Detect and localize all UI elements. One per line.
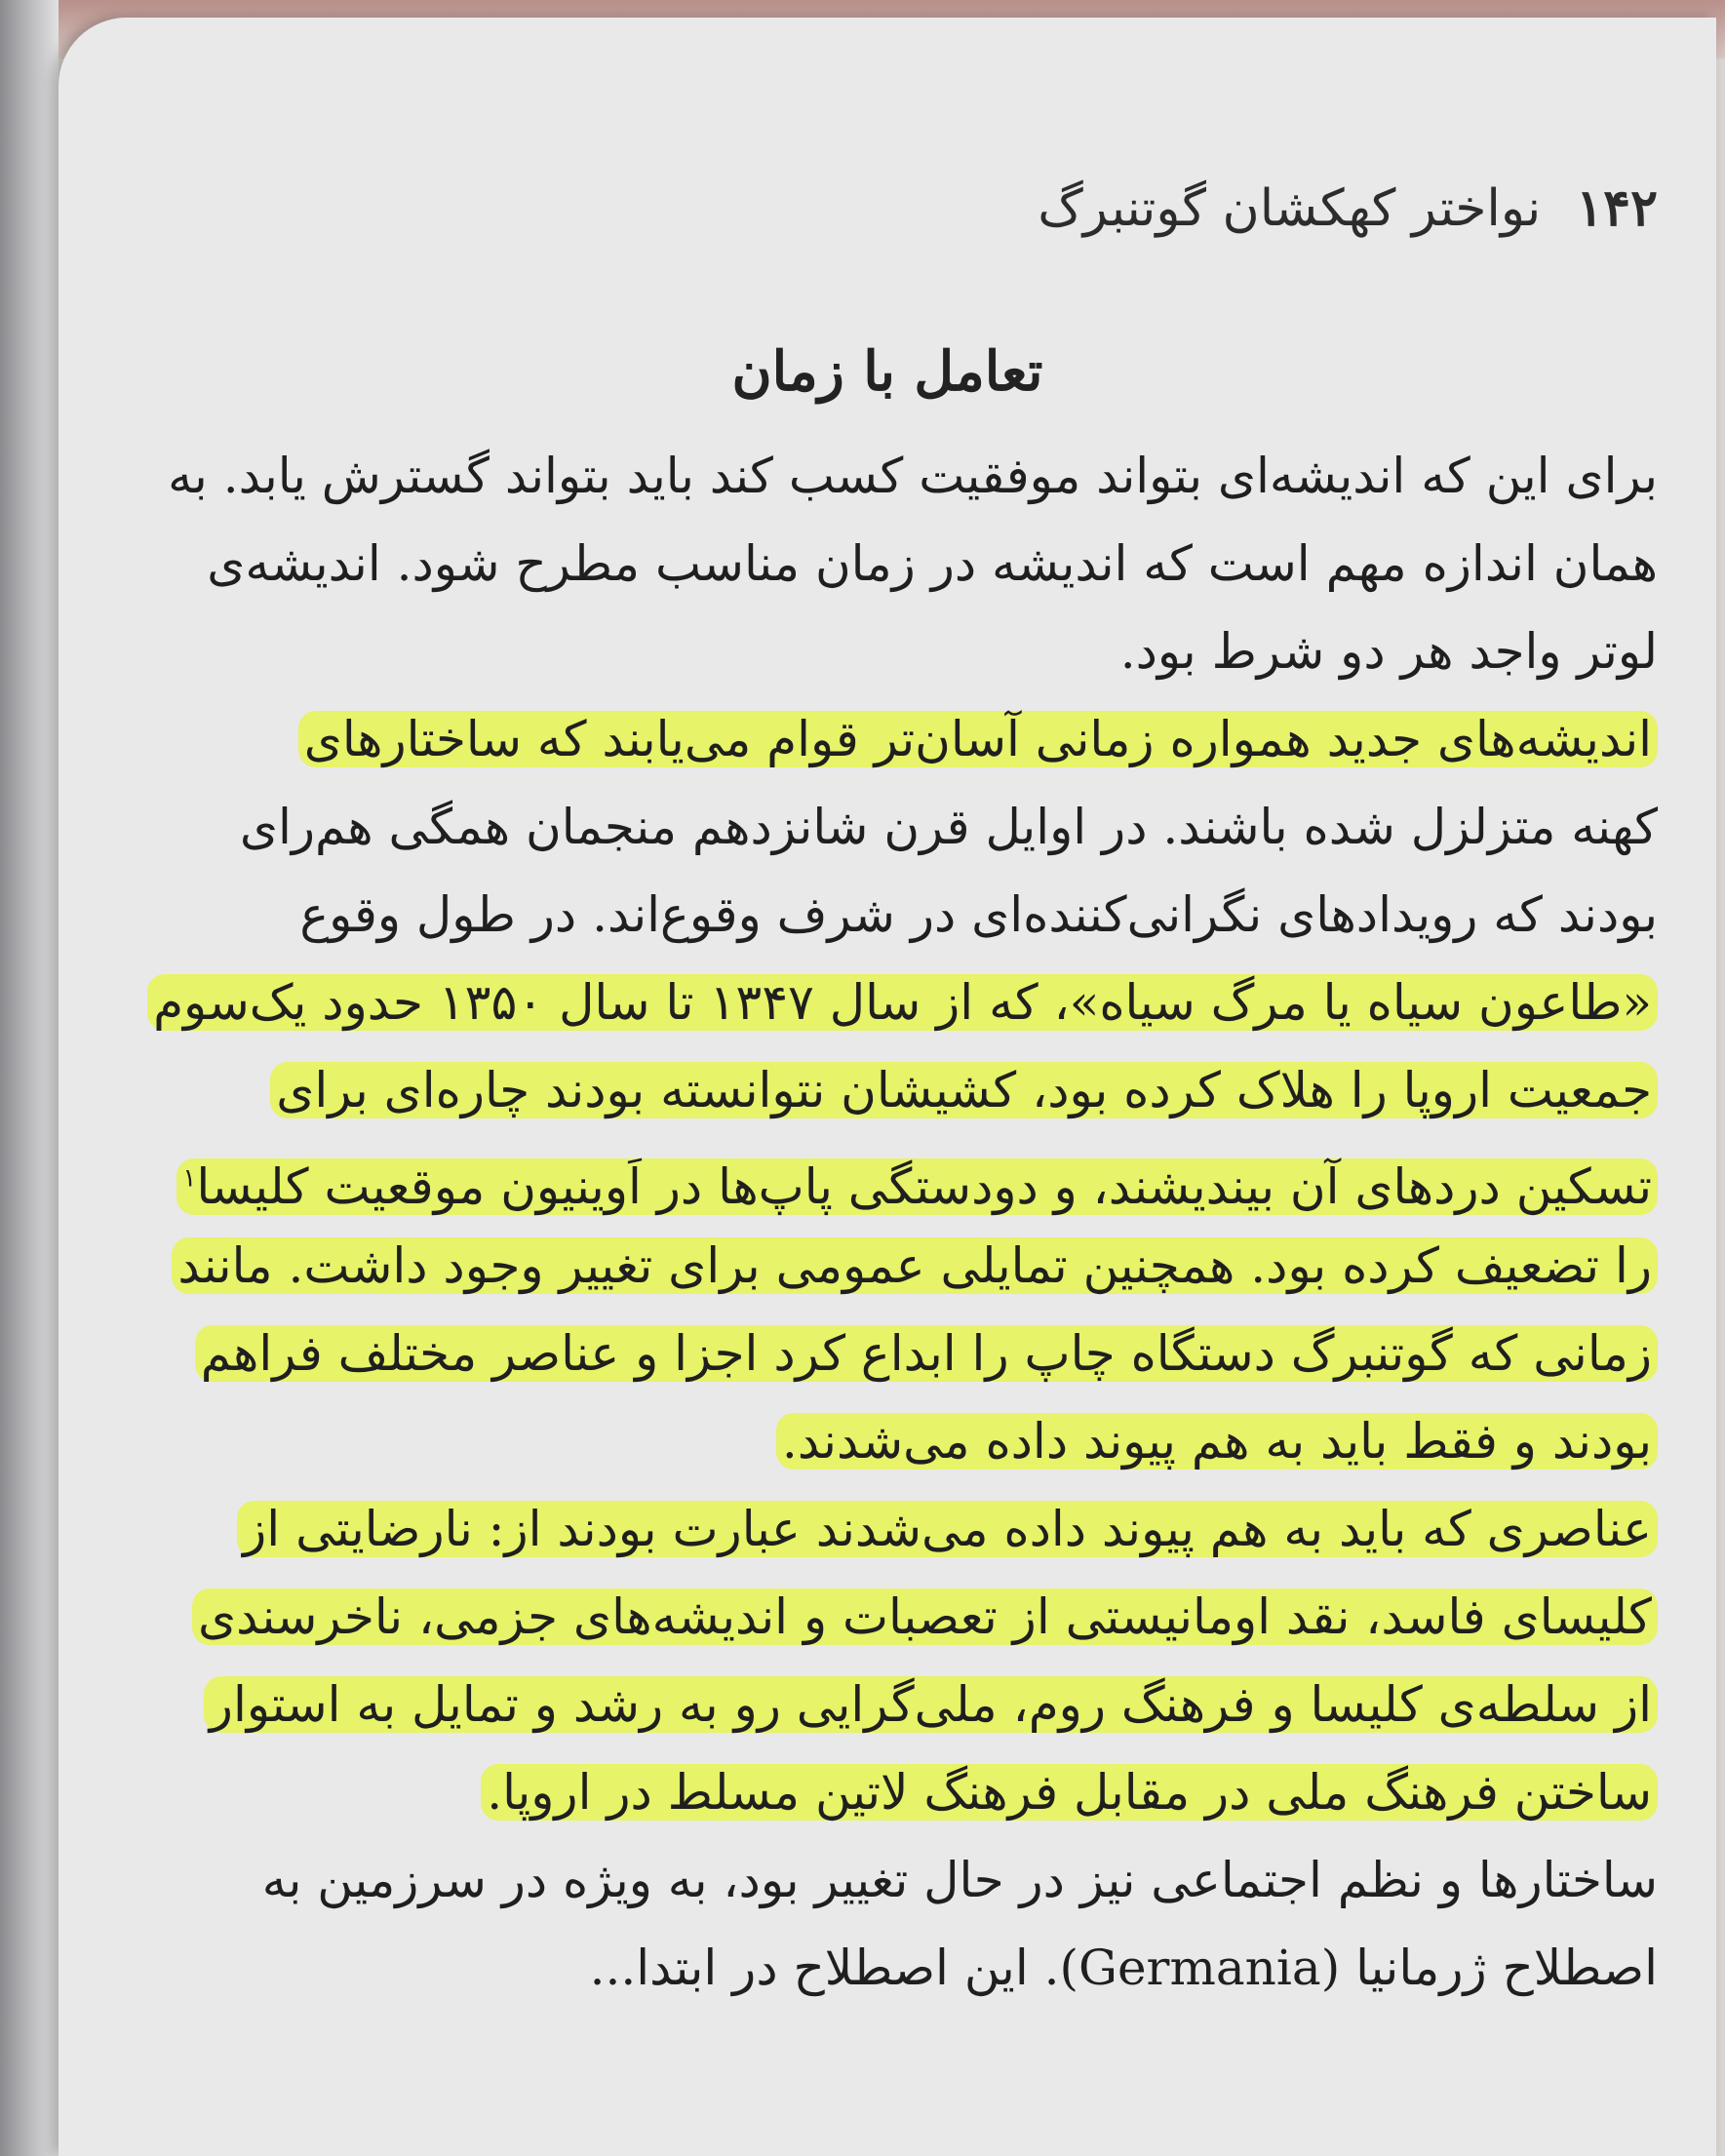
highlight: «طاعون سیاه یا مرگ سیاه»، که از سال ۱۳۴۷ تا سال ۱۳۵۰ حدود یک‌سوم bbox=[147, 974, 1658, 1031]
text-line-3: لوتر واجد هر دو شرط بود. bbox=[1119, 623, 1658, 680]
text-line-8 bbox=[137, 1061, 1658, 1119]
running-head bbox=[1038, 178, 1658, 238]
highlight: زمانی که گوتنبرگ دستگاه چاپ را ابداع کرد اجزا و عناصر مختلف فراهم bbox=[195, 1325, 1658, 1382]
text-line-6: بودند که رویدادهای نگرانی‌کننده‌ای در شرف وقوع‌اند. در طول وقوع bbox=[299, 886, 1658, 943]
section-title: تعامل با زمان bbox=[731, 339, 1043, 404]
text-line-15 bbox=[137, 1675, 1658, 1734]
book-title: نواختر کهکشان گوتنبرگ bbox=[1038, 179, 1542, 238]
text-line-7 bbox=[137, 973, 1658, 1032]
text-line-17: ساختارها و نظم اجتماعی نیز در حال تغییر بود، به ویژه در سرزمین به bbox=[261, 1852, 1658, 1908]
highlight: جمعیت اروپا را هلاک کرده بود، کشیشان نتوانسته بودند چاره‌ای برای bbox=[270, 1062, 1658, 1118]
page-number: ۱۴۲ bbox=[1576, 178, 1658, 238]
text-line-10 bbox=[137, 1236, 1658, 1295]
book-page bbox=[59, 18, 1716, 2156]
text-line-11 bbox=[137, 1324, 1658, 1383]
highlight: تسکین دردهای آن بیندیشند، و دودستگی پاپ‌ها در اَوینیون موقعیت کلیسا$^۱$ bbox=[176, 1158, 1658, 1215]
highlight: را تضعیف کرده بود. همچنین تمایلی عمومی برای تغییر وجود داشت. مانند bbox=[172, 1237, 1658, 1294]
text-line-2: همان اندازه مهم است که اندیشه در زمان مناسب مطرح شود. اندیشه‌ی bbox=[207, 535, 1658, 592]
highlight: کلیسای فاسد، نقد اومانیستی از تعصبات و اندیشه‌های جزمی، ناخرسندی bbox=[192, 1588, 1658, 1645]
text-line-14 bbox=[137, 1588, 1658, 1646]
highlight: عناصری که باید به هم پیوند داده می‌شدند عبارت بودند از: نارضایتی از bbox=[237, 1501, 1658, 1557]
text-line-5: کهنه متزلزل شده باشند. در اوایل قرن شانزدهم منجمان همگی هم‌رای bbox=[239, 799, 1658, 855]
highlight: ساختن فرهنگ ملی در مقابل فرهنگ لاتین مسلط در اروپا. bbox=[481, 1764, 1658, 1821]
text-line-9 bbox=[137, 1149, 1658, 1216]
footnote-marker: ۱ bbox=[182, 1163, 197, 1193]
text-line-12 bbox=[137, 1412, 1658, 1470]
highlight: از سلطه‌ی کلیسا و فرهنگ روم، ملی‌گرایی رو به رشد و تمایل به استوار bbox=[204, 1676, 1658, 1733]
highlight: اندیشه‌های جدید همواره زمانی آسان‌تر قوام می‌یابند که ساختارهای bbox=[298, 711, 1658, 767]
text-line-1: برای این که اندیشه‌ای بتواند موفقیت کسب کند باید بتواند گسترش یابد. به bbox=[168, 448, 1658, 504]
text-line-13 bbox=[137, 1500, 1658, 1558]
text-line-4 bbox=[137, 710, 1658, 768]
left-page-edge bbox=[0, 0, 59, 2156]
highlight: بودند و فقط باید به هم پیوند داده می‌شدند. bbox=[776, 1413, 1658, 1470]
text-line-16 bbox=[137, 1763, 1658, 1822]
text-line-18: اصطلاح ژرمانیا (Germania). این اصطلاح در ابتدا... bbox=[589, 1940, 1658, 1996]
